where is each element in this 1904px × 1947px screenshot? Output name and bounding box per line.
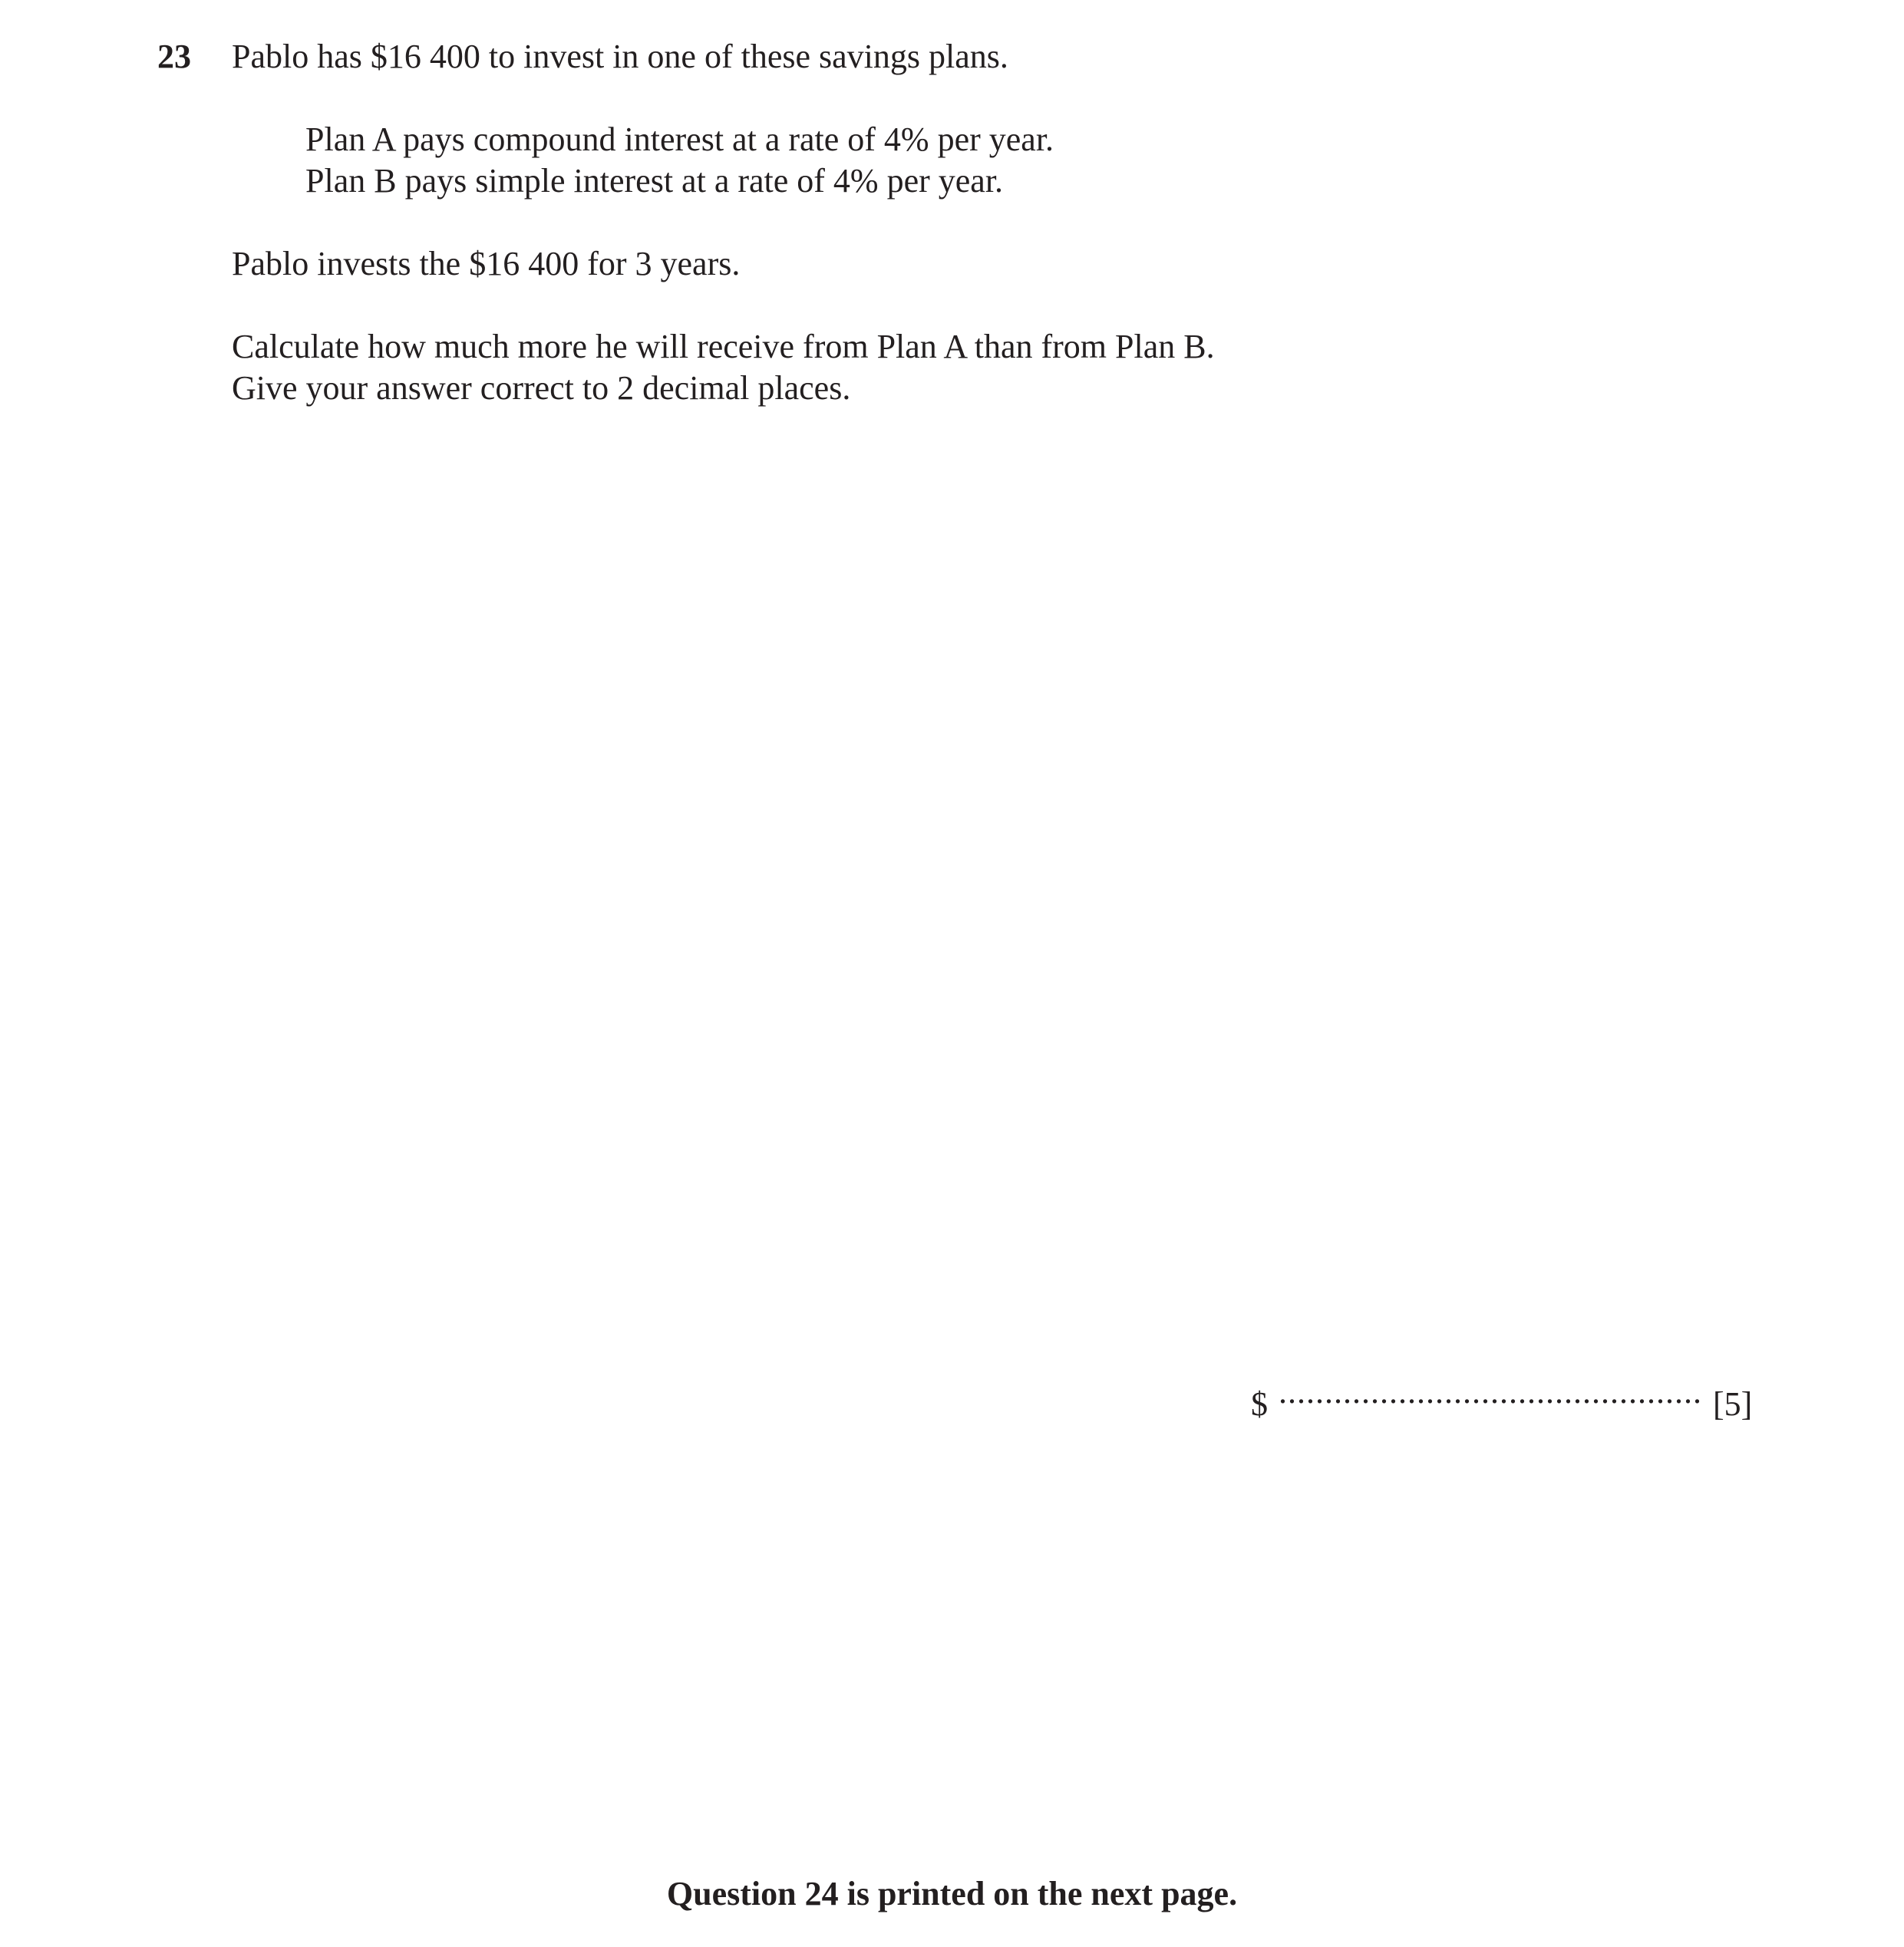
answer-blank[interactable]: .............................................. [1279,1373,1702,1411]
answer-line [1251,1369,1752,1427]
marks-label: [5] [1713,1385,1753,1423]
question-instruction: Give your answer correct to 2 decimal places. [232,369,851,407]
currency-symbol: $ [1251,1385,1268,1423]
investment-statement: Pablo invests the $16 400 for 3 years. [232,245,741,282]
question-task: Calculate how much more he will receive from Plan A than from Plan B. [232,328,1215,365]
next-page-notice: Question 24 is printed on the next page. [666,1875,1238,1912]
plan-b-description: Plan B pays simple interest at a rate of 4% per year. [305,162,1004,200]
question-intro: Pablo has $16 400 to invest in one of these savings plans. [232,38,1008,75]
plan-a-description: Plan A pays compound interest at a rate of 4% per year. [305,120,1054,158]
question-number: 23 [157,38,191,75]
